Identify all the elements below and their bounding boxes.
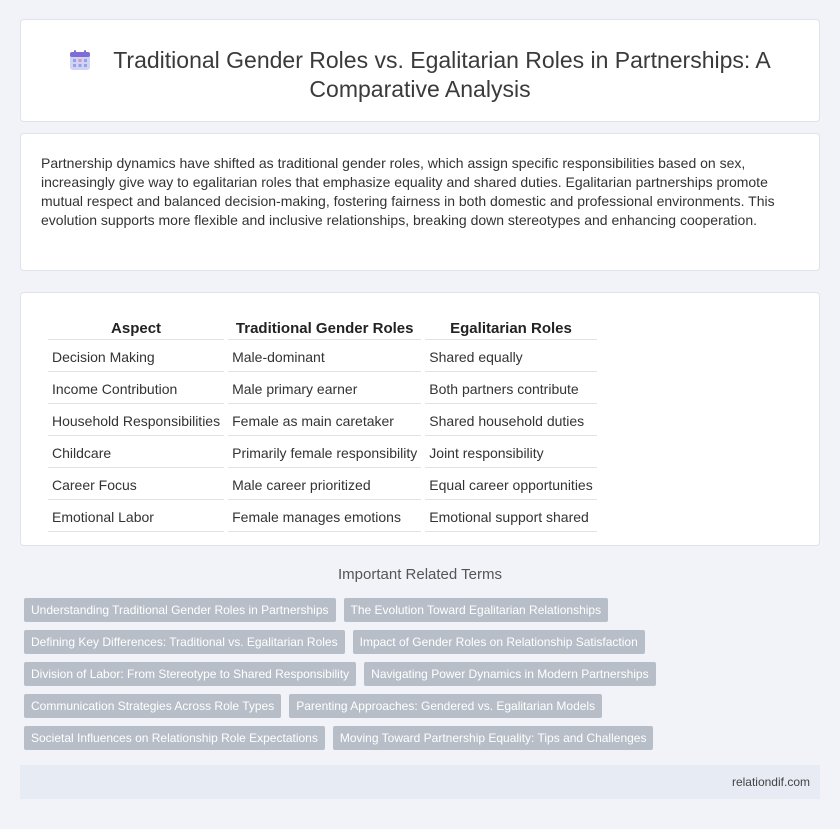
table-cell: Male-dominant xyxy=(228,342,421,372)
table-cell: Emotional support shared xyxy=(425,502,596,532)
comparison-table xyxy=(44,317,601,534)
table-cell: Male career prioritized xyxy=(228,470,421,500)
table-cell: Income Contribution xyxy=(48,374,224,404)
column-header-aspect: Aspect xyxy=(48,319,224,340)
related-terms-list xyxy=(24,598,664,758)
tag-row xyxy=(24,694,664,718)
title-card xyxy=(20,19,820,122)
related-terms-heading: Important Related Terms xyxy=(338,566,502,583)
table-row xyxy=(48,342,597,372)
table-cell: Shared household duties xyxy=(425,406,596,436)
table-cell: Primarily female responsibility xyxy=(228,438,421,468)
table-cell: Male primary earner xyxy=(228,374,421,404)
related-term-link[interactable]: Parenting Approaches: Gendered vs. Egalitarian Models xyxy=(289,694,602,718)
table-header-row xyxy=(48,319,597,340)
related-term-link[interactable]: The Evolution Toward Egalitarian Relationships xyxy=(344,598,609,622)
column-header-egalitarian: Egalitarian Roles xyxy=(425,319,596,340)
table-cell: Decision Making xyxy=(48,342,224,372)
table-row xyxy=(48,438,597,468)
tag-row xyxy=(24,630,664,654)
tag-row xyxy=(24,598,664,622)
related-term-link[interactable]: Moving Toward Partnership Equality: Tips and Challenges xyxy=(333,726,654,750)
table-cell: Emotional Labor xyxy=(48,502,224,532)
related-term-link[interactable]: Defining Key Differences: Traditional vs. Egalitarian Roles xyxy=(24,630,345,654)
table-cell: Equal career opportunities xyxy=(425,470,596,500)
table-cell: Household Responsibilities xyxy=(48,406,224,436)
table-cell: Shared equally xyxy=(425,342,596,372)
tag-row xyxy=(24,726,664,750)
comparison-table-card xyxy=(20,292,820,546)
table-row xyxy=(48,406,597,436)
site-link[interactable]: relationdif.com xyxy=(731,775,810,789)
table-cell: Female manages emotions xyxy=(228,502,421,532)
column-header-traditional: Traditional Gender Roles xyxy=(228,319,421,340)
table-row xyxy=(48,374,597,404)
footer xyxy=(20,765,820,799)
table-cell: Childcare xyxy=(48,438,224,468)
table-cell: Female as main caretaker xyxy=(228,406,421,436)
tag-row xyxy=(24,662,664,686)
table-row xyxy=(48,502,597,532)
table-row xyxy=(48,470,597,500)
table-cell: Joint responsibility xyxy=(425,438,596,468)
page-title-wrap xyxy=(61,46,779,104)
related-term-link[interactable]: Communication Strategies Across Role Types xyxy=(24,694,281,718)
page-title: Traditional Gender Roles vs. Egalitarian Roles in Partnerships: A Comparative Analysis xyxy=(113,47,771,102)
intro-paragraph: Partnership dynamics have shifted as traditional gender roles, which assign specific responsibilities based on sex, increasingly give way to egalitarian roles that emphasize equality and shared duties. Egalitarian partnerships promote mutual respect and balanced decision-making, fostering fairness in both domestic and professional environments. This evolution supports more flexible and inclusive relationships, breaking down stereotypes and enhancing cooperation. xyxy=(41,155,775,228)
calendar-icon xyxy=(69,49,91,71)
related-term-link[interactable]: Navigating Power Dynamics in Modern Partnerships xyxy=(364,662,655,686)
related-term-link[interactable]: Societal Influences on Relationship Role Expectations xyxy=(24,726,325,750)
table-cell: Both partners contribute xyxy=(425,374,596,404)
intro-card xyxy=(20,133,820,271)
related-term-link[interactable]: Understanding Traditional Gender Roles in Partnerships xyxy=(24,598,336,622)
related-term-link[interactable]: Division of Labor: From Stereotype to Shared Responsibility xyxy=(24,662,356,686)
related-term-link[interactable]: Impact of Gender Roles on Relationship Satisfaction xyxy=(353,630,645,654)
table-cell: Career Focus xyxy=(48,470,224,500)
